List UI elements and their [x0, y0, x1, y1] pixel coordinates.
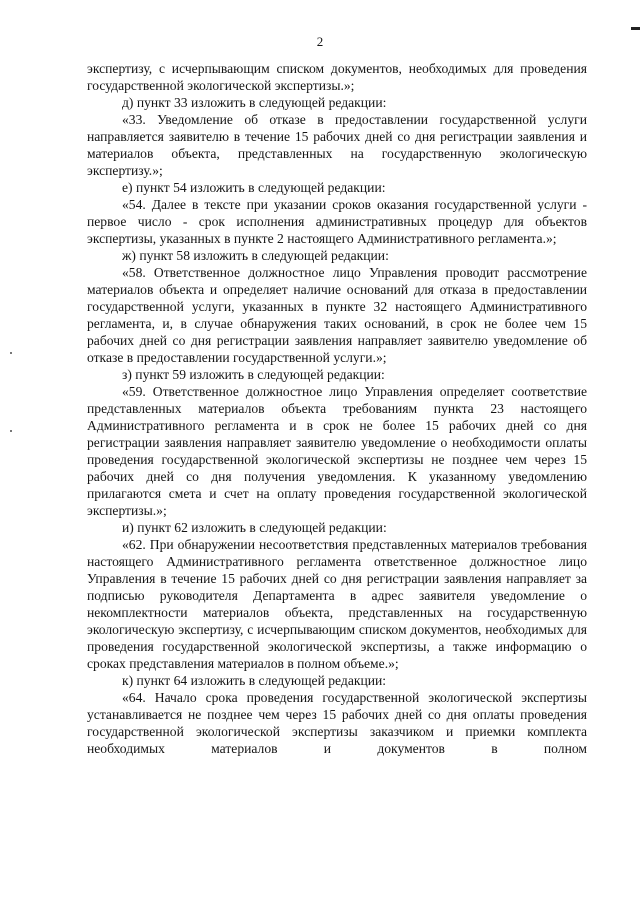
paragraph: и) пункт 62 изложить в следующей редакции:	[122, 520, 387, 535]
paragraph: экспертизу, с исчерпывающим списком документов, необходимых для проведения государственной экологической экспертизы.»;	[87, 61, 587, 93]
document-body	[87, 60, 587, 757]
scan-speck	[10, 430, 12, 432]
scan-speck	[10, 352, 12, 354]
paragraph: з) пункт 59 изложить в следующей редакции:	[122, 367, 385, 382]
paragraph: «54. Далее в тексте при указании сроков оказания государственной услуги - первое число - срок исполнения административных процедур для объектов экспертизы, указанных в пункте 2 настоящего Административного регламента.»;	[87, 197, 587, 246]
paragraph: ж) пункт 58 изложить в следующей редакции:	[122, 248, 389, 263]
paragraph: е) пункт 54 изложить в следующей редакции:	[122, 180, 386, 195]
paragraph: к) пункт 64 изложить в следующей редакции:	[122, 673, 387, 688]
paragraph: «33. Уведомление об отказе в предоставлении государственной услуги направляется заявителю в течение 15 рабочих дней со дня регистрации заявления и материалов объекта, представленных на государственную экологическую экспертизу.»;	[87, 112, 587, 178]
paragraph: «62. При обнаружении несоответствия представленных материалов требования настоящего Административного регламента ответственное должностное лицо Управления в течение 15 рабочих дней со дня регистрации заявления направляет за подписью руководителя Департамента в адрес заявителя уведомление о некомплектности материалов объекта, представленных на государственную экологическую экспертизу, с исчерпывающим списком документов, необходимых для проведения государственной экологической экспертизы, а также информацию о сроках представления материалов в полном объеме.»;	[87, 537, 587, 671]
corner-scan-mark	[631, 27, 640, 30]
page-number: 2	[316, 34, 324, 49]
paragraph: «59. Ответственное должностное лицо Управления определяет соответствие представленных материалов объекта требованиям пункта 23 настоящего Административного регламента и в срок не более 15 рабочих дней со дня регистрации заявления направляет заявителю уведомление о необходимости оплаты проведения государственной экологической экспертизы не позднее чем через 15 рабочих дней со дня получения уведомления. К указанному уведомлению прилагаются смета и счет на оплату проведения государственной экологической экспертизы.»;	[87, 384, 587, 518]
paragraph: д) пункт 33 изложить в следующей редакции:	[122, 95, 387, 110]
paragraph: «64. Начало срока проведения государственной экологической экспертизы устанавливается не позднее чем через 15 рабочих дней со дня оплаты проведения государственной экологической экспертизы заказчиком и приемки комплекта необходимых материалов и документов в полном	[87, 690, 587, 756]
paragraph: «58. Ответственное должностное лицо Управления проводит рассмотрение материалов объекта и определяет наличие оснований для отказа в предоставлении государственной услуги, указанных в пункте 32 настоящего Административного регламента, и, в случае обнаружения таких оснований, в срок не более чем 15 рабочих дней со дня регистрации заявления направляет заявителю уведомление об отказе в предоставлении государственной услуги.»;	[87, 265, 587, 365]
